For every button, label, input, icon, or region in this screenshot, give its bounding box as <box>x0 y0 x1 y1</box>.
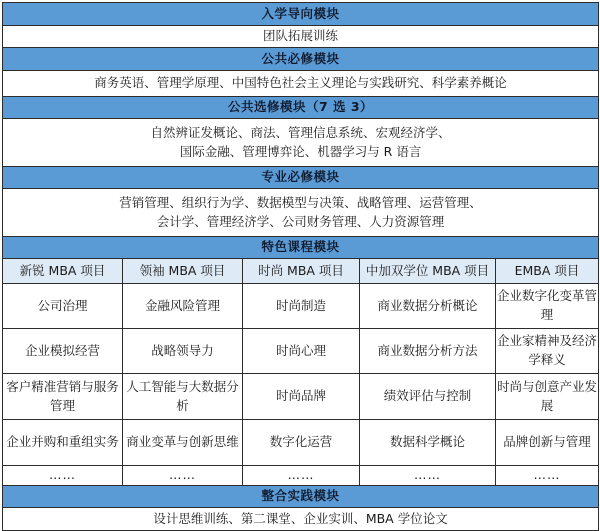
table-row <box>3 329 599 374</box>
section-title-special: 特色课程模块 <box>261 239 340 255</box>
table-row <box>3 284 599 329</box>
table-cell: 战略领导力 <box>123 329 243 374</box>
section-header-intro <box>3 3 599 26</box>
column-header: EMBA 项目 <box>496 259 599 284</box>
table-cell: 时尚制造 <box>243 284 360 329</box>
table-cell: …… <box>123 466 243 486</box>
section-text-required: 商务英语、管理学原理、中国特色社会主义理论与实践研究、科学素养概论 <box>94 75 507 91</box>
section-header-elective <box>3 97 599 119</box>
section-text-intro: 团队拓展训练 <box>263 28 339 44</box>
section-header-special <box>3 237 599 259</box>
section-header-required <box>3 48 599 71</box>
table-row <box>3 420 599 466</box>
section-body-elective <box>3 119 599 167</box>
table-cell: …… <box>243 466 360 486</box>
table-cell: 商业数据分析方法 <box>360 329 496 374</box>
section-text-practice: 设计思维训练、第二课堂、企业实训、MBA 学位论文 <box>153 510 448 526</box>
elective-line-1: 自然辨证发概论、商法、管理信息系统、宏观经济学、 <box>150 124 451 140</box>
section-body-required <box>3 71 599 97</box>
column-header: 领袖 MBA 项目 <box>123 259 243 284</box>
table-cell: …… <box>496 466 599 486</box>
section-title-practice: 整合实践模块 <box>261 488 340 504</box>
section-title-required: 公共必修模块 <box>261 50 340 66</box>
table-cell: 金融风险管理 <box>123 284 243 329</box>
table-cell: 企业并购和重组实务 <box>3 420 123 466</box>
table-cell: 数字化运营 <box>243 420 360 466</box>
table-cell: 企业模拟经营 <box>3 329 123 374</box>
table-cell: 公司治理 <box>3 284 123 329</box>
section-title-intro: 入学导向模块 <box>261 5 340 21</box>
section-body-intro <box>3 26 599 48</box>
table-cell: …… <box>360 466 496 486</box>
table-cell: 商业变革与创新思维 <box>123 420 243 466</box>
course-table <box>2 2 599 531</box>
table-row <box>3 466 599 486</box>
table-cell: 企业数字化变革管理 <box>496 284 599 329</box>
table-cell: 人工智能与大数据分析 <box>123 374 243 420</box>
table-cell: 时尚品牌 <box>243 374 360 420</box>
column-header: 新锐 MBA 项目 <box>3 259 123 284</box>
table-cell: 商业数据分析概论 <box>360 284 496 329</box>
elective-line-2: 国际金融、管理博弈论、机器学习与 R 语言 <box>179 143 422 159</box>
section-header-practice <box>3 486 599 508</box>
table-cell: 时尚与创意产业发展 <box>496 374 599 420</box>
column-header: 时尚 MBA 项目 <box>243 259 360 284</box>
table-cell: 客户精准营销与服务管理 <box>3 374 123 420</box>
section-body-major <box>3 189 599 237</box>
table-cell: …… <box>3 466 123 486</box>
table-cell: 企业家精神及经济学释义 <box>496 329 599 374</box>
table-cell: 数据科学概论 <box>360 420 496 466</box>
section-header-major <box>3 167 599 189</box>
section-title-elective: 公共选修模块（7 选 3） <box>227 99 374 115</box>
table-row <box>3 374 599 420</box>
column-header: 中加双学位 MBA 项目 <box>360 259 496 284</box>
section-title-major: 专业必修模块 <box>261 169 340 185</box>
table-cell: 绩效评估与控制 <box>360 374 496 420</box>
table-cell: 品牌创新与管理 <box>496 420 599 466</box>
special-column-headers <box>3 259 599 284</box>
major-line-1: 营销管理、组织行为学、数据模型与决策、战略管理、运营管理、 <box>119 194 482 210</box>
table-cell: 时尚心理 <box>243 329 360 374</box>
major-line-2: 会计学、管理经济学、公司财务管理、人力资源管理 <box>156 213 445 229</box>
section-body-practice <box>3 508 599 531</box>
